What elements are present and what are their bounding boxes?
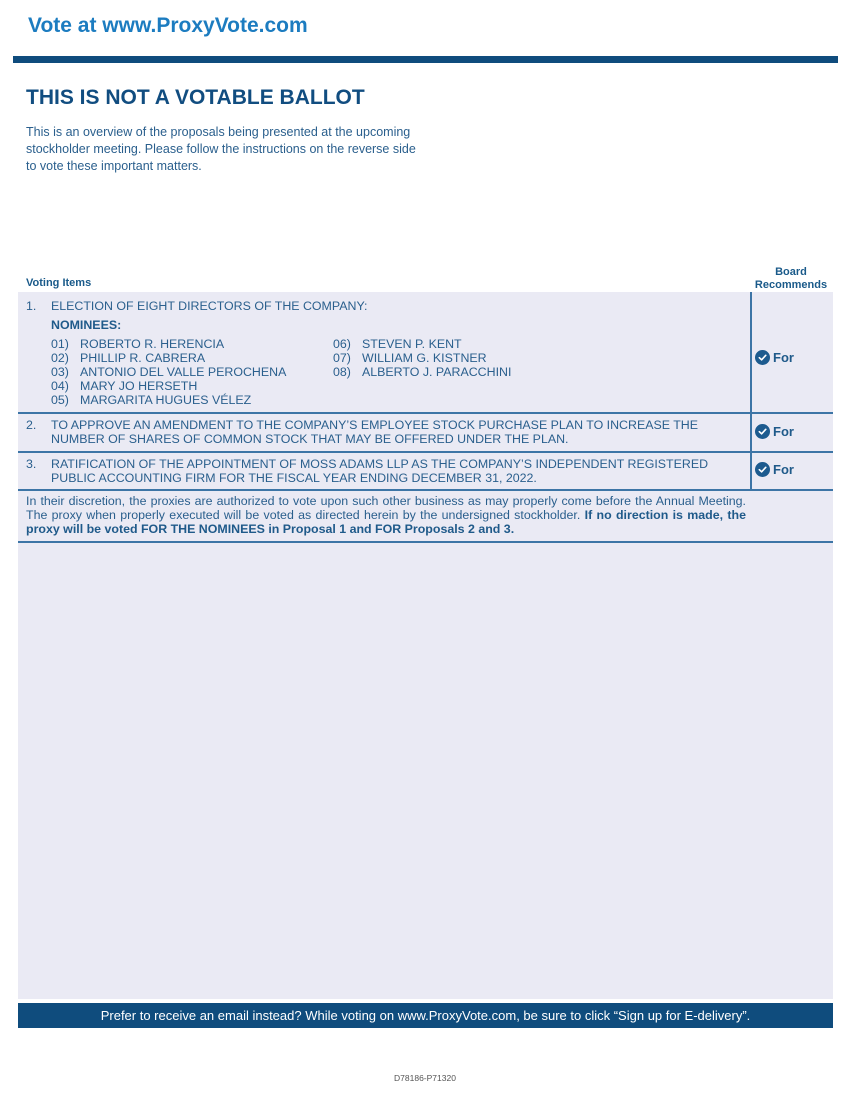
nominee-item: 07) WILLIAM G. KISTNER bbox=[333, 351, 487, 365]
page-title: THIS IS NOT A VOTABLE BALLOT bbox=[26, 86, 365, 109]
proposal-number: 1. bbox=[26, 299, 37, 313]
discretion-paragraph bbox=[26, 494, 746, 536]
recommendation-1 bbox=[755, 350, 830, 365]
discretion-bold-text: If no direction is made, the proxy will be voted FOR THE NOMINEES in Proposal 1 and FOR Proposals 2 and 3. bbox=[26, 508, 746, 536]
row-divider bbox=[18, 412, 833, 414]
nominee-item: 01) ROBERTO R. HERENCIA bbox=[51, 337, 225, 351]
header-rule bbox=[13, 56, 838, 63]
proposal-number: 3. bbox=[26, 457, 37, 471]
check-circle-icon bbox=[755, 462, 770, 477]
nominee-item: 02) PHILLIP R. CABRERA bbox=[51, 351, 206, 365]
nominee-item: 03) ANTONIO DEL VALLE PEROCHENA bbox=[51, 365, 287, 379]
nominee-list-right bbox=[333, 337, 511, 379]
proposal-text: RATIFICATION OF THE APPOINTMENT OF MOSS ADAMS LLP AS THE COMPANY’S INDEPENDENT REGISTERED PUBLIC ACCOUNTING FIRM FOR THE FISCAL YEAR ENDING DECEMBER 31, 2022. bbox=[51, 457, 709, 485]
row-divider bbox=[18, 489, 833, 491]
nominee-item: 06) STEVEN P. KENT bbox=[333, 337, 462, 351]
proposal-text: TO APPROVE AN AMENDMENT TO THE COMPANY’S EMPLOYEE STOCK PURCHASE PLAN TO INCREASE THE NUMBER OF SHARES OF COMMON STOCK THAT MAY BE OFFERED UNDER THE PLAN. bbox=[51, 418, 699, 446]
nominee-item: 08) ALBERTO J. PARACCHINI bbox=[333, 365, 512, 379]
recommendation-label: For bbox=[773, 424, 794, 439]
proposal-text: ELECTION OF EIGHT DIRECTORS OF THE COMPANY: bbox=[51, 299, 368, 313]
edelivery-banner bbox=[18, 1003, 833, 1028]
edelivery-banner-text: Prefer to receive an email instead? While voting on www.ProxyVote.com, be sure to click “Sign up for E-delivery”. bbox=[100, 1008, 751, 1023]
board-label: Board bbox=[775, 266, 807, 278]
voting-items-label: Voting Items bbox=[26, 277, 92, 289]
recommendation-3 bbox=[755, 462, 830, 477]
nominee-item: 05) MARGARITA HUGUES VÉLEZ bbox=[51, 393, 252, 407]
row-divider bbox=[18, 541, 833, 543]
check-circle-icon bbox=[755, 424, 770, 439]
proposal-number: 2. bbox=[26, 418, 37, 432]
recommendation-2 bbox=[755, 424, 830, 439]
intro-text: This is an overview of the proposals being presented at the upcoming stockholder meeting. Please follow the instructions on the reverse side to vote these important matters. bbox=[26, 125, 416, 173]
proxyvote-link[interactable]: Vote at www.ProxyVote.com bbox=[28, 14, 308, 37]
nominee-list-left bbox=[51, 337, 286, 407]
row-divider bbox=[18, 451, 833, 453]
board-recommends-label bbox=[750, 266, 832, 292]
recommends-label: Recommends bbox=[754, 279, 828, 291]
discretion-text: In their discretion, the proxies are authorized to vote upon such other business as may properly come before the Annual Meeting. The proxy when properly executed will be voted as directed herein by the undersigned stockholder. bbox=[26, 494, 746, 522]
nominees-label: NOMINEES: bbox=[51, 318, 122, 332]
document-code: D78186-P71320 bbox=[394, 1073, 456, 1083]
recommendation-label: For bbox=[773, 350, 794, 365]
check-circle-icon bbox=[755, 350, 770, 365]
recommendation-label: For bbox=[773, 462, 794, 477]
nominee-item: 04) MARY JO HERSETH bbox=[51, 379, 198, 393]
